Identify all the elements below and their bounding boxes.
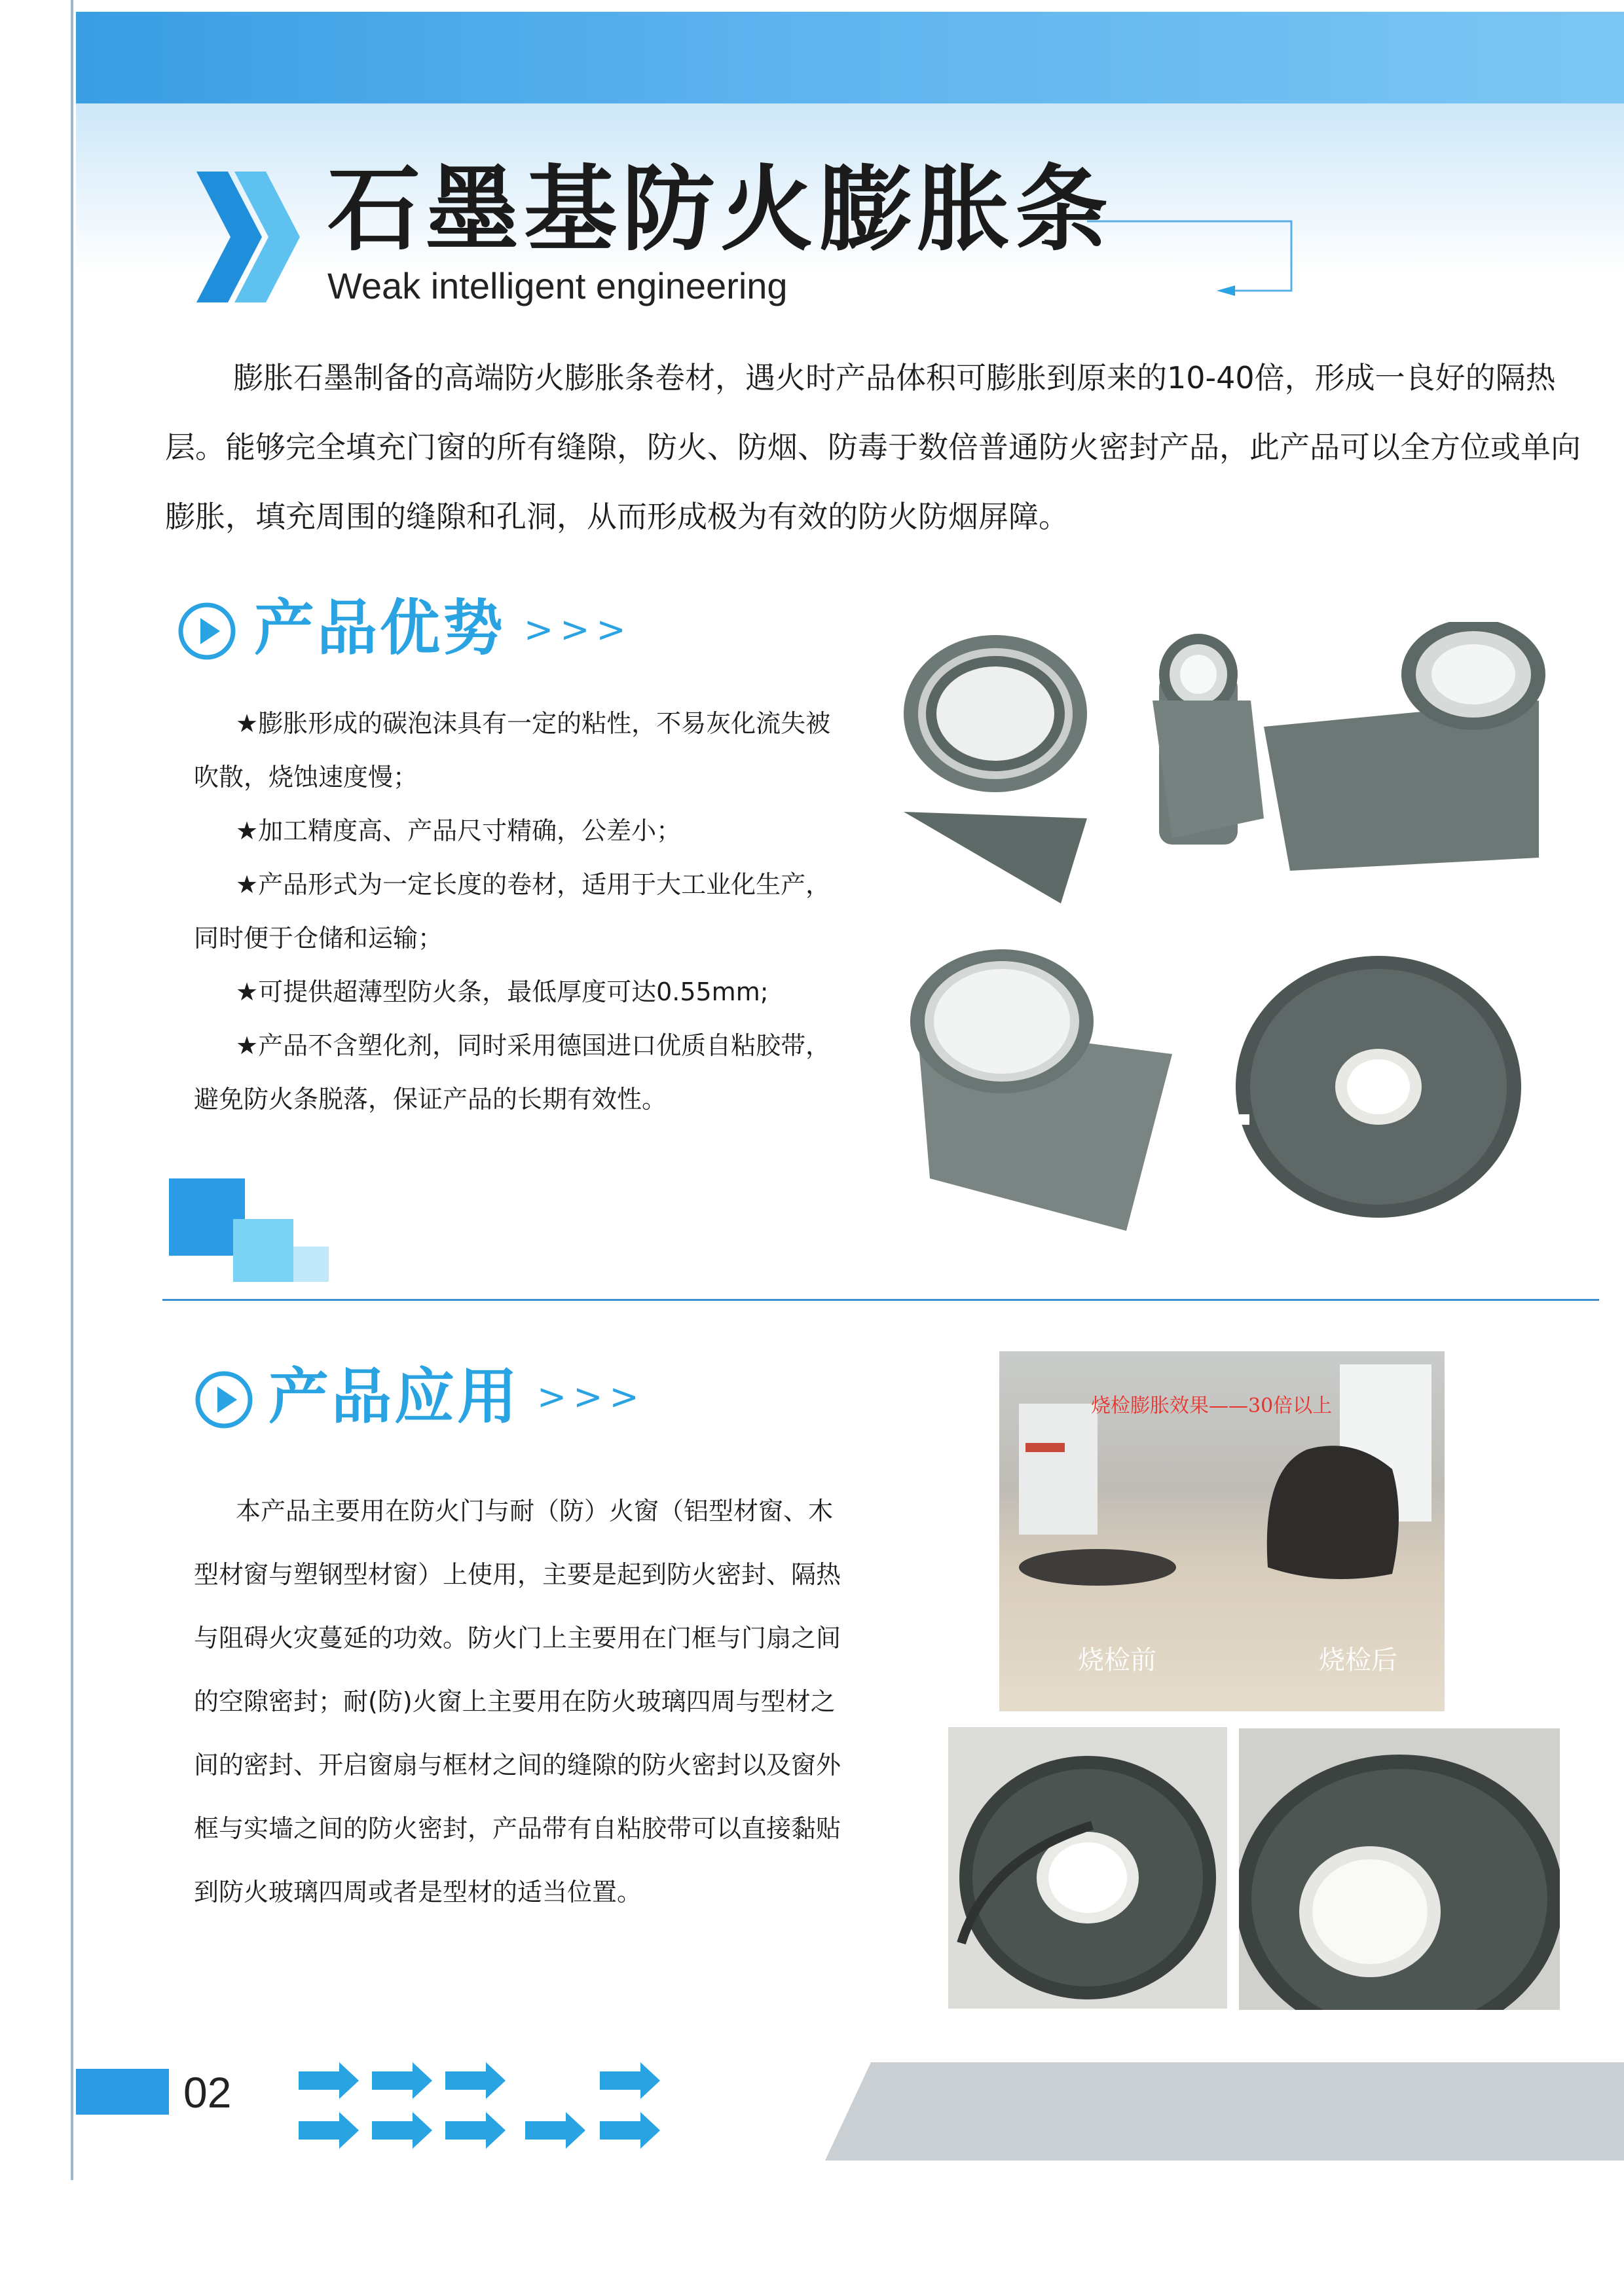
application-title: 产品应用 — [268, 1362, 521, 1432]
intro-paragraph: 膨胀石墨制备的高端防火膨胀条卷材，遇火时产品体积可膨胀到原来的10-40倍，形成一良好的隔热层。能够完全填充门窗的所有缝隙，防火、防烟、防毒于数倍普通防火密封产品，此产品可以全方位或单向膨胀，填充周围的缝隙和孔洞，从而形成极为有效的防火防烟屏障。 — [165, 360, 1581, 534]
coil-photo-right — [1239, 1728, 1560, 2010]
application-paragraph: 本产品主要用在防火门与耐（防）火窗（铝型材窗、木型材窗与塑钢型材窗）上使用，主要是起到防火密封、隔热与阻碍火灾蔓延的功效。防火门上主要用在门框与门扇之间的空隙密封；耐(防)火窗上主要用在防火玻璃四周与型材之间的密封、开启窗扇与框材之间的缝隙的防火密封以及窗外框与实墙之间的防火密封，产品带有自粘胶带可以直接黏贴到防火玻璃四周或者是型材的适当位置。 — [194, 1497, 841, 1906]
title-chevron-icon — [196, 172, 301, 302]
deco-square — [293, 1247, 329, 1282]
list-item: ★产品不含塑化剂，同时采用德国进口优质自粘胶带，避免防火条脱落，保证产品的长期有效性。 — [194, 1031, 831, 1114]
list-item: ★产品形式为一定长度的卷材，适用于大工业化生产，同时便于仓储和运输； — [194, 870, 831, 953]
page-subtitle: Weak intelligent engineering — [327, 265, 788, 306]
list-item: ★膨胀形成的碳泡沫具有一定的粘性，不易灰化流失被吹散，烧蚀速度慢； — [194, 709, 831, 792]
advantages-title: 产品优势 — [254, 593, 506, 663]
page-number-block — [76, 2069, 169, 2115]
product-rolls-photo — [897, 622, 1552, 910]
header-band — [76, 12, 1624, 103]
footer-grey-band — [825, 2062, 1624, 2160]
page-title: 石墨基防火膨胀条 — [327, 156, 1113, 264]
burn-test-caption: 烧检膨胀效果——30倍以上 — [1091, 1394, 1333, 1417]
page-number: 02 — [183, 2068, 232, 2117]
title-deco-arrow-icon — [1087, 210, 1297, 301]
left-margin-rule — [71, 0, 73, 2180]
product-rolls-photo-2 — [904, 943, 1559, 1244]
list-item: ★可提供超薄型防火条，最低厚度可达0.55mm; — [236, 977, 769, 1006]
footer-arrows-icon — [299, 2062, 665, 2160]
advantages-list — [194, 697, 849, 1126]
list-item: ★加工精度高、产品尺寸精确，公差小； — [236, 816, 682, 845]
coil-photo-left — [948, 1727, 1227, 2009]
advantages-arrows: >>> — [524, 609, 633, 650]
application-arrows: >>> — [537, 1376, 646, 1417]
burn-after-label: 烧检后 — [1319, 1645, 1397, 1675]
play-circle-icon — [177, 601, 237, 661]
play-circle-icon — [194, 1370, 254, 1430]
section-divider — [162, 1299, 1599, 1301]
burn-test-photo — [999, 1351, 1445, 1711]
deco-square — [233, 1219, 293, 1282]
burn-before-label: 烧检前 — [1078, 1645, 1156, 1675]
